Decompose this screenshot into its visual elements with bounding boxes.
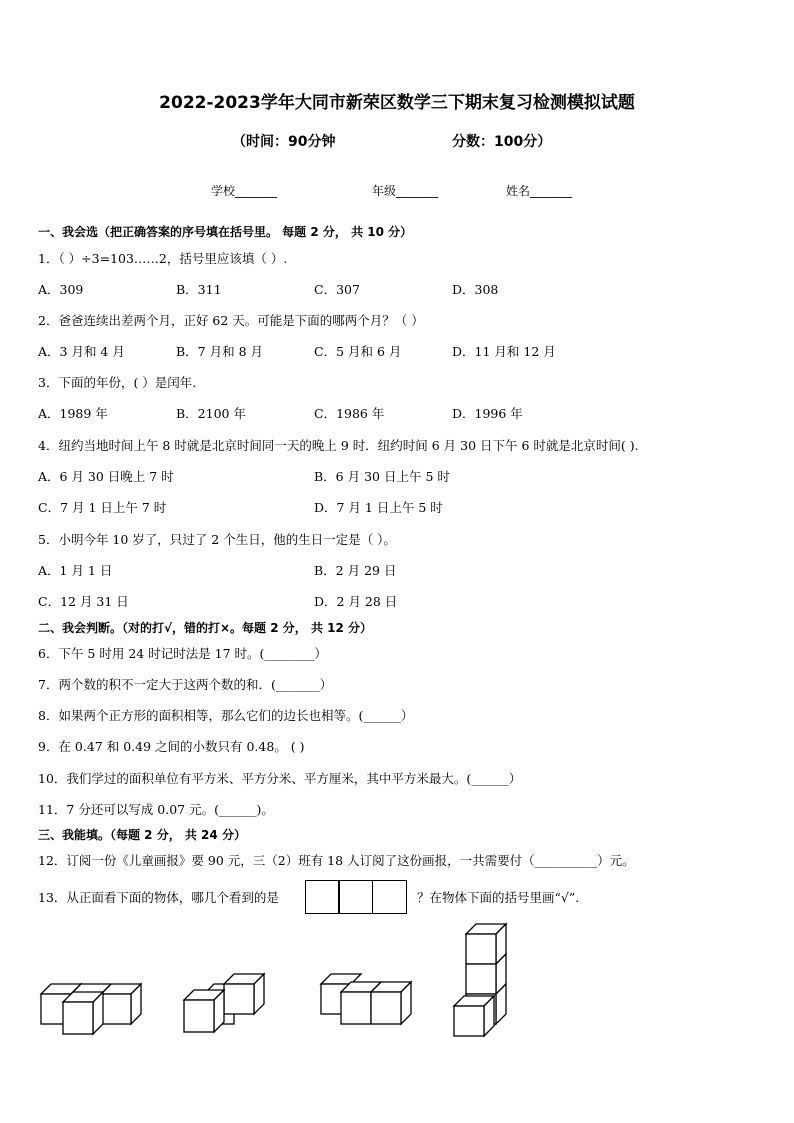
question-7: 7．两个数的积不一定大于这两个数的和．(_______）: [38, 677, 333, 692]
question-2: 2．爸爸连续出差两个月，正好 62 天。可能是下面的哪两个月？（ ）: [38, 313, 424, 328]
question-11: 11．7 分还可以写成 0.07 元。(______)。: [38, 802, 274, 817]
question-9: 9．在 0.47 和 0.49 之间的小数只有 0.48。 ( ): [38, 739, 305, 754]
question-4: 4．纽约当地时间上午 8 时就是北京时间同一天的晚上 9 时．纽约时间 6 月 30 日下午 6 时就是北京时间( ).: [38, 438, 639, 453]
view-square: [338, 880, 373, 914]
question-6: 6．下午 5 时用 24 时记时法是 17 时。(________）: [38, 646, 327, 661]
q2-option-c: C．5 月和 6 月: [314, 344, 402, 359]
section-3-heading: 三、我能填。（每题 2 分， 共 24 分）: [38, 828, 246, 842]
q2-option-d: D．11 月和 12 月: [452, 344, 556, 359]
question-10: 10．我们学过的面积单位有平方米、平方分米、平方厘米，其中平方米最大。(______）: [38, 771, 522, 786]
cube-figure-2: [182, 970, 276, 1036]
q3-option-d: D．1996 年: [452, 406, 523, 421]
q3-option-c: C．1986 年: [314, 406, 385, 421]
view-square: [372, 880, 407, 914]
section-2-heading: 二、我会判断。（对的打√，错的打×。每题 2 分， 共 12 分）: [38, 621, 372, 635]
question-3: 3．下面的年份，( ）是闰年.: [38, 375, 197, 390]
q1-option-b: B．311: [176, 282, 222, 297]
q4-option-d: D．7 月 1 日上午 5 时: [314, 500, 443, 515]
question-13-tail: ？在物体下面的括号里画“√”.: [417, 890, 580, 905]
q1-option-c: C．307: [314, 282, 360, 297]
q4-option-a: A．6 月 30 日晚上 7 时: [38, 469, 174, 484]
q4-option-b: B．6 月 30 日上午 5 时: [314, 469, 450, 484]
cube-figure-1: [38, 980, 142, 1036]
section-1-heading: 一、我会选（把正确答案的序号填在括号里。 每题 2 分， 共 10 分）: [38, 225, 413, 239]
cube-figure-4: [452, 920, 512, 1040]
q2-option-a: A．3 月和 4 月: [38, 344, 125, 359]
q1-option-d: D．308: [452, 282, 499, 297]
grade-field: 年级_______: [372, 184, 439, 198]
name-field: 姓名_______: [506, 184, 573, 198]
q3-option-a: A．1989 年: [38, 406, 108, 421]
exam-time: （时间：90分钟: [232, 134, 336, 150]
question-5: 5．小明今年 10 岁了，只过了 2 个生日，他的生日一定是（ ）。: [38, 532, 396, 547]
q4-option-c: C．7 月 1 日上午 7 时: [38, 500, 167, 515]
q5-option-a: A．1 月 1 日: [38, 563, 113, 578]
q2-option-b: B．7 月和 8 月: [176, 344, 264, 359]
question-1: 1．（ ）÷3=103……2，括号里应该填（ ）.: [38, 251, 288, 266]
question-13: 13．从正面看下面的物体，哪几个看到的是: [38, 890, 279, 905]
question-8: 8．如果两个正方形的面积相等，那么它们的边长也相等。(______）: [38, 708, 414, 723]
exam-score: 分数：100分）: [452, 134, 552, 150]
question-12: 12．订阅一份《儿童画报》要 90 元，三（2）班有 18 人订阅了这份画报，一共需要付（__________）元。: [38, 853, 635, 868]
q5-option-b: B．2 月 29 日: [314, 563, 397, 578]
front-view-three-squares: [306, 880, 407, 914]
view-square: [305, 880, 340, 914]
q1-option-a: A．309: [38, 282, 84, 297]
q5-option-d: D．2 月 28 日: [314, 594, 398, 609]
q5-option-c: C．12 月 31 日: [38, 594, 129, 609]
page-title: 2022-2023学年大同市新荣区数学三下期末复习检测模拟试题: [159, 93, 635, 113]
cube-figure-3: [318, 972, 416, 1028]
q3-option-b: B．2100 年: [176, 406, 246, 421]
school-field: 学校_______: [211, 184, 278, 198]
